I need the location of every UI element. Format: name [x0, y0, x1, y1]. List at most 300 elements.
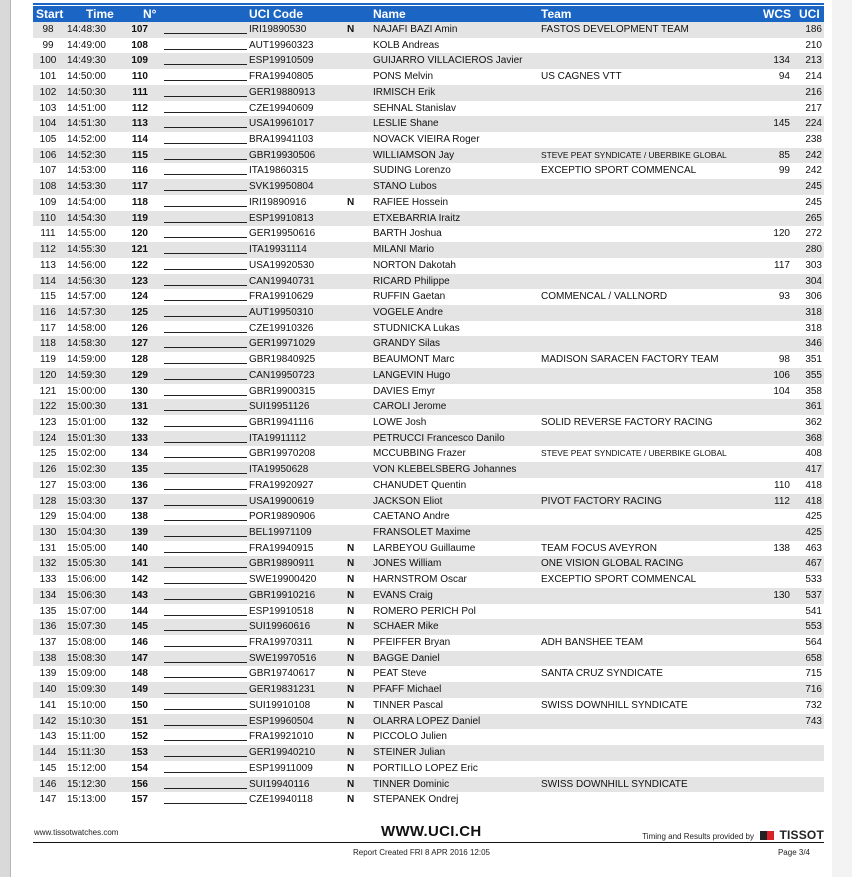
start-cell: 114 — [40, 275, 56, 287]
uci-points-cell: 658 — [805, 652, 822, 664]
table-row — [33, 226, 824, 242]
start-cell: 103 — [39, 102, 57, 114]
time-cell: 14:55:00 — [67, 228, 106, 240]
footer-rule — [33, 842, 824, 843]
bib-number-cell: 148 — [131, 668, 148, 680]
uci-points-cell: 564 — [805, 637, 822, 649]
uci-points-cell: 346 — [805, 338, 822, 350]
team-cell: TEAM FOCUS AVEYRON — [541, 542, 657, 554]
time-cell: 15:05:00 — [67, 542, 106, 554]
uci-points-cell: 304 — [805, 275, 822, 287]
uci-points-cell: 533 — [805, 574, 822, 586]
table-row — [33, 148, 824, 164]
bib-number-cell: 142 — [131, 574, 148, 586]
start-cell: 147 — [39, 794, 57, 806]
uci-code-cell: GBR19890911 — [249, 558, 315, 570]
uci-points-cell: 553 — [805, 621, 822, 633]
time-cell: 15:12:30 — [67, 778, 106, 790]
uci-code-cell: IRI19890916 — [249, 196, 307, 208]
wcs-points-cell: 145 — [773, 118, 790, 130]
table-row — [33, 494, 824, 510]
team-cell: SANTA CRUZ SYNDICATE — [541, 668, 663, 680]
time-cell: 15:04:30 — [67, 527, 106, 538]
bib-number-cell: 156 — [131, 778, 148, 790]
rider-name-cell: NAJAFI BAZI Amin — [373, 24, 458, 35]
signature-line — [164, 211, 247, 223]
wcs-points-cell: 130 — [773, 589, 790, 601]
bib-number-cell: 154 — [131, 762, 148, 774]
rider-name-cell: PFAFF Michael — [373, 684, 442, 696]
table-row — [33, 761, 824, 777]
time-cell: 15:03:00 — [67, 479, 106, 491]
rider-name-cell: ETXEBARRIA Iraitz — [373, 212, 461, 224]
table-row — [33, 509, 824, 525]
signature-line — [164, 195, 247, 207]
team-cell: STEVE PEAT SYNDICATE / UBERBIKE GLOBAL — [541, 448, 727, 459]
start-cell: 107 — [39, 165, 57, 177]
uci-points-cell: 362 — [805, 416, 822, 428]
time-cell: 15:10:00 — [67, 699, 106, 711]
signature-line — [164, 714, 247, 726]
time-cell: 15:01:30 — [67, 432, 106, 444]
uci-code-cell: CZE19940118 — [249, 794, 313, 806]
bib-number-cell: 114 — [131, 134, 148, 146]
uci-code-cell: GBR19900315 — [249, 385, 316, 397]
table-row — [33, 588, 824, 604]
time-cell: 15:00:00 — [67, 385, 106, 397]
rider-name-cell: GUIJARRO VILLACIEROS Javier — [373, 55, 523, 67]
rider-name-cell: STUDNICKA Lukas — [373, 322, 460, 334]
start-cell: 121 — [39, 385, 57, 397]
table-row — [33, 132, 824, 148]
rider-name-cell: BARTH Joshua — [373, 228, 442, 240]
time-cell: 15:09:30 — [67, 684, 106, 696]
uci-points-cell: 355 — [805, 369, 822, 381]
start-cell: 106 — [39, 149, 57, 161]
signature-line — [164, 242, 247, 254]
uci-code-cell: ESP19910518 — [249, 605, 314, 617]
time-cell: 15:02:00 — [67, 448, 106, 460]
timing-credit — [33, 828, 824, 842]
nation-flag-cell: N — [347, 684, 355, 696]
uci-code-cell: CAN19950723 — [249, 369, 315, 381]
uci-code-cell: CAN19940731 — [249, 275, 315, 287]
table-row — [33, 336, 824, 352]
nation-flag-cell: N — [347, 699, 355, 711]
time-cell: 14:59:30 — [67, 369, 106, 381]
start-cell: 137 — [39, 637, 57, 649]
uci-code-cell: GBR19910216 — [249, 589, 316, 601]
header-team: Team — [541, 7, 572, 21]
uci-points-cell: 351 — [805, 354, 822, 366]
time-cell: 14:56:30 — [67, 275, 106, 287]
team-cell: MADISON SARACEN FACTORY TEAM — [541, 354, 719, 366]
tissot-swiss-cross-icon — [760, 831, 774, 840]
header-time: Time — [86, 7, 114, 21]
time-cell: 14:54:30 — [67, 212, 106, 224]
table-row — [33, 446, 824, 462]
table-header — [33, 6, 824, 22]
rider-name-cell: KOLB Andreas — [373, 39, 440, 51]
rider-name-cell: SUDING Lorenzo — [373, 165, 451, 177]
uci-code-cell: GER19971029 — [249, 338, 316, 350]
uci-code-cell: GBR19941116 — [249, 416, 314, 428]
uci-code-cell: USA19920530 — [249, 259, 315, 271]
uci-points-cell: 425 — [805, 527, 822, 538]
rider-name-cell: DAVIES Emyr — [373, 385, 436, 397]
uci-points-cell: 732 — [805, 699, 822, 711]
bib-number-cell: 115 — [131, 149, 148, 161]
time-cell: 14:56:00 — [67, 259, 106, 271]
rider-name-cell: OLARRA LOPEZ Daniel — [373, 715, 481, 727]
uci-code-cell: SUI19960616 — [249, 621, 311, 633]
start-cell: 129 — [39, 511, 57, 523]
signature-line — [164, 368, 247, 380]
uci-code-cell: ITA19950628 — [249, 464, 309, 476]
time-cell: 15:06:00 — [67, 574, 106, 586]
start-cell: 99 — [42, 39, 54, 51]
rider-name-cell: JACKSON Eliot — [373, 495, 443, 507]
table-row — [33, 69, 824, 85]
time-cell: 14:53:00 — [67, 165, 106, 177]
bib-number-cell: 127 — [131, 338, 148, 350]
table-row — [33, 431, 824, 447]
uci-code-cell: SWE19970516 — [249, 652, 317, 664]
time-cell: 15:06:30 — [67, 589, 106, 601]
nation-flag-cell: N — [347, 589, 355, 601]
wcs-points-cell: 94 — [778, 71, 790, 83]
uci-points-cell: 425 — [805, 511, 822, 523]
signature-line — [164, 478, 247, 490]
uci-code-cell: CZE19910326 — [249, 322, 314, 334]
start-cell: 108 — [39, 181, 57, 193]
bib-number-cell: 132 — [131, 416, 148, 428]
rider-name-cell: PEAT Steve — [373, 668, 427, 680]
uci-code-cell: ESP19910813 — [249, 212, 314, 224]
bib-number-cell: 109 — [131, 55, 148, 67]
bib-number-cell: 146 — [131, 637, 148, 649]
uci-code-cell: FRA19970311 — [249, 637, 313, 649]
nation-flag-cell: N — [347, 778, 355, 790]
start-cell: 115 — [40, 291, 56, 303]
table-row — [33, 195, 824, 211]
signature-line — [164, 525, 247, 537]
nation-flag-cell: N — [347, 558, 355, 570]
time-cell: 15:11:00 — [67, 731, 106, 743]
rider-name-cell: GRANDY Silas — [373, 338, 441, 350]
time-cell: 15:13:00 — [67, 794, 106, 806]
uci-code-cell: GER19831231 — [249, 684, 316, 696]
bib-number-cell: 144 — [131, 605, 148, 617]
signature-line — [164, 415, 247, 427]
rider-name-cell: STEINER Julian — [373, 747, 446, 759]
uci-code-cell: ITA19860315 — [249, 165, 309, 177]
table-row — [33, 242, 824, 258]
uci-code-cell: IRI19890530 — [249, 24, 307, 35]
table-row — [33, 698, 824, 714]
table-row — [33, 651, 824, 667]
bib-number-cell: 125 — [131, 306, 148, 318]
table-row — [33, 462, 824, 478]
bib-number-cell: 157 — [131, 794, 148, 806]
table-row — [33, 289, 824, 305]
bib-number-cell: 110 — [131, 71, 148, 83]
time-cell: 15:08:00 — [67, 637, 106, 649]
signature-line — [164, 761, 247, 773]
rider-name-cell: FRANSOLET Maxime — [373, 527, 471, 538]
uci-points-cell: 418 — [805, 495, 822, 507]
team-cell: FASTOS DEVELOPMENT TEAM — [541, 24, 689, 35]
time-cell: 15:07:00 — [67, 605, 106, 617]
rider-name-cell: NOVACK VIEIRA Roger — [373, 134, 480, 146]
start-cell: 127 — [39, 479, 57, 491]
rider-name-cell: LARBEYOU Guillaume — [373, 542, 476, 554]
time-cell: 14:59:00 — [67, 354, 106, 366]
start-cell: 135 — [39, 605, 57, 617]
time-cell: 15:09:00 — [67, 668, 106, 680]
start-cell: 144 — [39, 747, 57, 759]
signature-line — [164, 635, 247, 647]
start-cell: 128 — [39, 495, 57, 507]
uci-points-cell: 214 — [805, 71, 822, 83]
table-row — [33, 305, 824, 321]
start-cell: 118 — [40, 338, 56, 350]
uci-points-cell: 213 — [805, 55, 822, 67]
bib-number-cell: 136 — [131, 479, 148, 491]
rider-name-cell: STANO Lubos — [373, 181, 437, 193]
signature-line — [164, 22, 247, 34]
signature-line — [164, 777, 247, 789]
time-cell: 15:00:30 — [67, 401, 106, 413]
rider-name-cell: PORTILLO LOPEZ Eric — [373, 762, 478, 774]
team-cell: SWISS DOWNHILL SYNDICATE — [541, 699, 688, 711]
viewer-left-edge — [0, 0, 11, 877]
bib-number-cell: 113 — [131, 118, 148, 130]
start-cell: 126 — [39, 464, 57, 476]
bib-number-cell: 131 — [131, 401, 148, 413]
bib-number-cell: 116 — [131, 165, 148, 177]
time-cell: 15:03:30 — [67, 495, 106, 507]
nation-flag-cell: N — [347, 24, 355, 35]
start-cell: 105 — [39, 134, 57, 146]
page-number: Page 3/4 — [777, 848, 810, 857]
start-cell: 112 — [40, 244, 56, 256]
rider-name-cell: JONES William — [373, 558, 442, 570]
nation-flag-cell: N — [347, 196, 355, 208]
rider-name-cell: MILANI Mario — [373, 244, 435, 256]
table-row — [33, 211, 824, 227]
team-cell: US CAGNES VTT — [541, 71, 622, 83]
bib-number-cell: 147 — [131, 652, 148, 664]
bib-number-cell: 123 — [131, 275, 148, 287]
uci-code-cell: POR19890906 — [249, 511, 316, 523]
header-top-rule — [33, 3, 824, 5]
uci-points-cell: 303 — [805, 259, 822, 271]
time-cell: 14:53:30 — [67, 181, 106, 193]
uci-site-link[interactable]: WWW.UCI.CH — [381, 823, 482, 840]
signature-line — [164, 399, 247, 411]
start-cell: 145 — [39, 762, 57, 774]
time-cell: 14:50:00 — [67, 71, 106, 83]
team-cell: SOLID REVERSE FACTORY RACING — [541, 416, 713, 428]
table-row — [33, 384, 824, 400]
table-row — [33, 85, 824, 101]
table-row — [33, 666, 824, 682]
uci-points-cell: 463 — [805, 542, 822, 554]
uci-points-cell: 265 — [805, 212, 822, 224]
rider-name-cell: VOGELE Andre — [373, 306, 444, 318]
signature-line — [164, 53, 247, 65]
start-cell: 119 — [40, 354, 56, 366]
uci-points-cell: 418 — [805, 479, 822, 491]
table-row — [33, 714, 824, 730]
rider-name-cell: SEHNAL Stanislav — [373, 102, 456, 114]
bib-number-cell: 145 — [131, 621, 148, 633]
uci-code-cell: ESP19960504 — [249, 715, 314, 727]
nation-flag-cell: N — [347, 762, 355, 774]
table-row — [33, 116, 824, 132]
table-row — [33, 792, 824, 808]
signature-line — [164, 509, 247, 521]
signature-line — [164, 572, 247, 584]
bib-number-cell: 119 — [131, 212, 148, 224]
time-cell: 15:07:30 — [67, 621, 106, 633]
wcs-points-cell: 104 — [773, 385, 790, 397]
uci-code-cell: GER19940210 — [249, 747, 316, 759]
start-cell: 130 — [39, 527, 57, 538]
nation-flag-cell: N — [347, 794, 355, 806]
signature-line — [164, 321, 247, 333]
rider-name-cell: RICARD Philippe — [373, 275, 450, 287]
rider-name-cell: BAGGE Daniel — [373, 652, 440, 664]
uci-code-cell: USA19900619 — [249, 495, 315, 507]
team-cell: SWISS DOWNHILL SYNDICATE — [541, 778, 688, 790]
uci-code-cell: CZE19940609 — [249, 102, 314, 114]
uci-points-cell: 280 — [805, 244, 822, 256]
wcs-points-cell: 85 — [778, 149, 790, 161]
table-row — [33, 415, 824, 431]
rider-name-cell: HARNSTROM Oscar — [373, 574, 467, 586]
rider-name-cell: LANGEVIN Hugo — [373, 369, 451, 381]
uci-points-cell: 306 — [805, 291, 822, 303]
table-row — [33, 258, 824, 274]
signature-line — [164, 305, 247, 317]
signature-line — [164, 588, 247, 600]
bib-number-cell: 140 — [131, 542, 148, 554]
sponsor-site-link[interactable]: www.tissotwatches.com — [34, 828, 119, 837]
time-cell: 15:11:30 — [67, 747, 106, 759]
signature-line — [164, 352, 247, 364]
start-cell: 110 — [40, 212, 56, 224]
bib-number-cell: 139 — [131, 527, 148, 538]
time-cell: 14:54:00 — [67, 196, 106, 208]
uci-points-cell: 242 — [805, 165, 822, 177]
team-cell: PIVOT FACTORY RACING — [541, 495, 662, 507]
time-cell: 14:48:30 — [67, 24, 106, 35]
rider-name-cell: NORTON Dakotah — [373, 259, 456, 271]
signature-line — [164, 619, 247, 631]
table-row — [33, 572, 824, 588]
nation-flag-cell: N — [347, 731, 355, 743]
uci-points-cell: 238 — [805, 134, 822, 146]
uci-points-cell: 272 — [805, 228, 822, 240]
uci-points-cell: 417 — [805, 464, 822, 476]
signature-line — [164, 384, 247, 396]
uci-code-cell: FRA19940805 — [249, 71, 314, 83]
time-cell: 15:12:00 — [67, 762, 106, 774]
start-cell: 123 — [39, 416, 57, 428]
bib-number-cell: 143 — [131, 589, 148, 601]
signature-line — [164, 116, 247, 128]
time-cell: 14:57:30 — [67, 306, 106, 318]
uci-points-cell: 716 — [805, 684, 822, 696]
team-cell: EXCEPTIO SPORT COMMENCAL — [541, 165, 697, 177]
time-cell: 15:01:00 — [67, 416, 106, 428]
table-row — [33, 179, 824, 195]
time-cell: 14:51:30 — [67, 118, 106, 130]
signature-line — [164, 336, 247, 348]
table-row — [33, 619, 824, 635]
rider-name-cell: ROMERO PERICH Pol — [373, 605, 476, 617]
uci-points-cell: 715 — [805, 668, 822, 680]
table-row — [33, 604, 824, 620]
start-cell: 100 — [39, 55, 57, 67]
start-cell: 146 — [39, 778, 57, 790]
uci-points-cell: 318 — [805, 306, 822, 318]
start-cell: 98 — [42, 24, 54, 35]
table-row — [33, 729, 824, 745]
rider-name-cell: LOWE Josh — [373, 416, 427, 428]
uci-code-cell: GER19950616 — [249, 228, 316, 240]
uci-points-cell: 224 — [805, 118, 822, 130]
uci-code-cell: FRA19940915 — [249, 542, 314, 554]
start-cell: 133 — [39, 574, 57, 586]
uci-code-cell: GBR19970208 — [249, 448, 316, 460]
start-cell: 102 — [39, 86, 57, 98]
bib-number-cell: 152 — [131, 731, 148, 743]
signature-line — [164, 289, 247, 301]
uci-code-cell: GBR19930506 — [249, 149, 316, 161]
signature-line — [164, 666, 247, 678]
uci-code-cell: ESP19911009 — [249, 762, 313, 774]
nation-flag-cell: N — [347, 605, 355, 617]
signature-line — [164, 69, 247, 81]
report-created: Report Created FRI 8 APR 2016 12:05 — [353, 848, 490, 857]
table-row — [33, 321, 824, 337]
signature-line — [164, 792, 247, 804]
rider-name-cell: TINNER Dominic — [373, 778, 450, 790]
uci-code-cell: SWE19900420 — [249, 574, 317, 586]
uci-code-cell: ESP19910509 — [249, 55, 314, 67]
time-cell: 14:49:30 — [67, 55, 106, 67]
start-cell: 117 — [40, 322, 56, 334]
team-cell: COMMENCAL / VALLNORD — [541, 291, 668, 303]
table-row — [33, 352, 824, 368]
nation-flag-cell: N — [347, 637, 355, 649]
bib-number-cell: 112 — [131, 102, 148, 114]
time-cell: 14:52:00 — [67, 134, 106, 146]
table-row — [33, 525, 824, 541]
uci-points-cell: 217 — [805, 102, 822, 114]
uci-code-cell: FRA19921010 — [249, 731, 314, 743]
uci-points-cell: 541 — [805, 605, 822, 617]
table-row — [33, 38, 824, 54]
start-cell: 122 — [39, 401, 57, 413]
uci-points-cell: 358 — [805, 385, 822, 397]
uci-code-cell: ITA19931114 — [249, 244, 307, 256]
uci-points-cell: 361 — [805, 401, 822, 413]
team-cell: ADH BANSHEE TEAM — [541, 637, 644, 649]
